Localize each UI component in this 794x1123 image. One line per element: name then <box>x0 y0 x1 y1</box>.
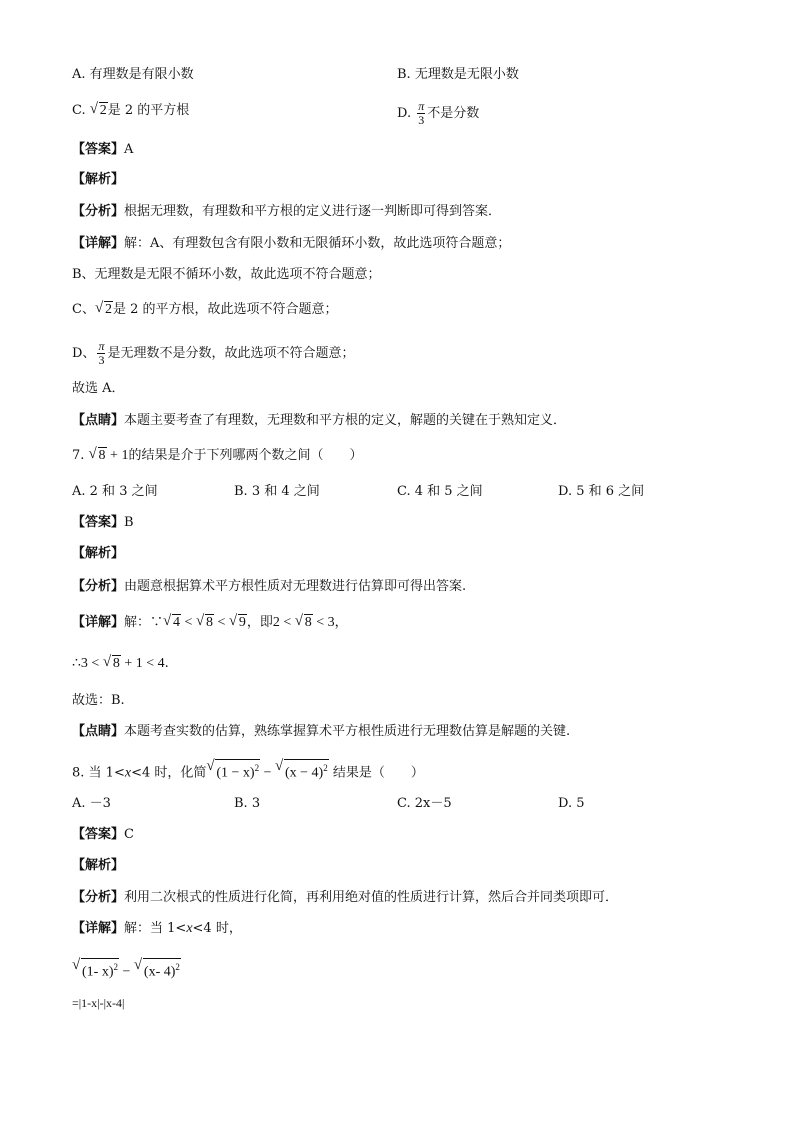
stem-post: 结果是（ ） <box>328 765 424 781</box>
number: 2 <box>272 615 280 630</box>
line-prefix: D、 <box>72 346 96 361</box>
q6-xiangjie-4 <box>72 340 354 367</box>
less-than: < <box>279 615 295 630</box>
sqrt-expression <box>275 759 329 783</box>
fenxi-tag: 【分析】 <box>72 890 125 905</box>
q7-xiangjie-2 <box>72 655 169 673</box>
q8-xiangjie-1 <box>72 920 242 938</box>
therefore-symbol: ∴ <box>72 656 81 671</box>
question-number: 7. <box>72 448 89 463</box>
sqrt-expression <box>95 301 113 319</box>
q6-option-b: B. 无理数是无限小数 <box>397 67 519 82</box>
sqrt-expression <box>206 759 260 783</box>
q7-option-b: B. 3 和 4 之间 <box>234 484 320 499</box>
radicand-text: (1 − x) <box>216 765 255 781</box>
xiangjie-text: 解：∵ <box>124 615 164 630</box>
ji-text: ，即 <box>246 615 273 630</box>
radicand: 8 <box>98 448 106 463</box>
fenxi-text: 由题意根据算术平方根性质对无理数进行估算即可得出答案. <box>124 579 467 594</box>
fraction <box>97 340 105 367</box>
exponent: 2 <box>113 962 118 972</box>
answer-tag: 【答案】 <box>72 515 125 530</box>
q6-guxuan: 故选 A． <box>72 381 125 396</box>
variable-x: x <box>186 921 193 936</box>
less-than: < <box>312 615 328 630</box>
dianjing-text: 本题考查实数的估算，熟练掌握算术平方根性质进行无理数估算是解题的关键. <box>124 724 571 739</box>
q7-answer <box>72 514 134 532</box>
jiexi-tag: 【解析】 <box>72 172 125 187</box>
radicand: 8 <box>112 656 120 671</box>
q8-fenxi <box>72 889 618 907</box>
answer-tag: 【答案】 <box>72 142 125 157</box>
q7-option-c: C. 4 和 5 之间 <box>397 484 483 499</box>
q7-jiexi <box>72 545 124 563</box>
q7-guxuan: 故选：B. <box>72 693 125 708</box>
line-text: 是 2 的平方根，故此选项不符合题意； <box>112 302 338 317</box>
sqrt-expression <box>103 655 121 673</box>
q6-option-d <box>397 100 479 127</box>
sqrt-expression <box>134 958 181 982</box>
stem-text: 的结果是介于下列哪两个数之间（ ） <box>128 448 363 463</box>
answer-tag: 【答案】 <box>72 827 125 842</box>
xiangjie-tag: 【详解】 <box>72 921 125 936</box>
number: 3 <box>327 615 335 630</box>
less-than: < <box>213 615 229 630</box>
sqrt-expression <box>196 614 214 632</box>
line-text: 是无理数不是分数，故此选项不符合题意； <box>107 346 355 361</box>
number: 4 <box>157 656 165 671</box>
radicand: 2 <box>99 103 107 118</box>
option-text: 是 2 的平方根 <box>107 103 190 118</box>
sqrt-expression <box>89 447 107 465</box>
q6-option-a: A. 有理数是有限小数 <box>72 67 194 82</box>
denominator: 3 <box>98 353 105 367</box>
q7-stem <box>72 447 362 465</box>
less-than: < <box>181 615 196 630</box>
radicand <box>215 759 260 782</box>
q8-option-b: B. 3 <box>234 796 261 811</box>
xiangjie-tag: 【详解】 <box>72 236 125 251</box>
variable-x: x <box>124 765 132 781</box>
number: 3 <box>80 656 88 671</box>
q6-fenxi <box>72 203 501 221</box>
numerator: π <box>98 339 105 353</box>
less-than: < <box>142 656 158 671</box>
sqrt-expression <box>229 614 247 632</box>
q7-fenxi <box>72 578 466 596</box>
sqrt-expression <box>295 614 313 632</box>
dianjing-text: 本题主要考查了有理数，无理数和平方根的定义，解题的关键在于熟知定义． <box>124 413 567 428</box>
sqrt-expression <box>90 102 108 120</box>
option-prefix: C. <box>72 103 90 118</box>
less-than: < <box>87 656 103 671</box>
denominator: 3 <box>418 113 425 127</box>
numerator: π <box>418 99 425 113</box>
q8-option-a: A. －3 <box>72 796 111 811</box>
q6-answer <box>72 141 133 159</box>
option-text: 不是分数 <box>427 106 480 121</box>
exponent: 2 <box>254 763 260 773</box>
answer-value: B <box>124 515 134 530</box>
dianjing-tag: 【点睛】 <box>72 724 125 739</box>
sqrt-expression <box>72 958 119 982</box>
q7-xiangjie-1 <box>72 614 348 632</box>
radicand <box>81 958 119 981</box>
q8-option-c: C. 2x－5 <box>397 796 452 811</box>
q8-expression <box>72 958 181 982</box>
jiexi-tag: 【解析】 <box>72 858 125 873</box>
exponent: 2 <box>323 763 328 773</box>
q7-option-d: D. 5 和 6 之间 <box>558 484 645 499</box>
q6-xiangjie-1 <box>72 235 510 253</box>
q7-option-a: A. 2 和 3 之间 <box>72 484 158 499</box>
minus: − <box>260 765 275 781</box>
radicand: 4 <box>173 615 181 630</box>
fenxi-tag: 【分析】 <box>72 579 125 594</box>
option-prefix: D. <box>397 106 416 121</box>
q7-dianjing <box>72 723 570 741</box>
radicand <box>143 958 181 981</box>
xiangjie-tag: 【详解】 <box>72 615 125 630</box>
dianjing-tag: 【点睛】 <box>72 413 125 428</box>
stem-mid: <4 时，化简 <box>131 765 207 781</box>
q6-dianjing <box>72 412 566 430</box>
stem-prefix: 8. 当 1< <box>72 765 125 781</box>
minus: − <box>119 964 134 980</box>
q8-jiexi <box>72 857 124 875</box>
radicand: 2 <box>104 302 112 317</box>
line-prefix: C、 <box>72 302 95 317</box>
fenxi-tag: 【分析】 <box>72 204 125 219</box>
answer-value: C <box>124 827 134 842</box>
radicand: 8 <box>304 615 312 630</box>
q8-answer <box>72 826 134 844</box>
q8-result: =|1-x|-|x-4| <box>72 996 125 1010</box>
xiangjie-text: 解：A、有理数包含有限小数和无限循环小数，故此选项符合题意； <box>124 236 511 251</box>
q6-jiexi <box>72 171 124 189</box>
sqrt-expression <box>163 614 181 632</box>
comma: ， <box>334 615 348 630</box>
radicand: 8 <box>205 615 213 630</box>
period: . <box>164 656 169 671</box>
radicand-text: (x − 4) <box>285 765 324 781</box>
xiangjie-text-end: <4 时， <box>192 921 242 936</box>
radicand <box>284 759 329 782</box>
xiangjie-text: 解：当 1< <box>124 921 187 936</box>
fraction <box>417 100 425 127</box>
q8-option-d: D. 5 <box>558 796 585 811</box>
jiexi-tag: 【解析】 <box>72 546 125 561</box>
plus-one: + 1 <box>120 656 143 671</box>
fenxi-text: 根据无理数，有理数和平方根的定义进行逐一判断即可得到答案． <box>124 204 502 219</box>
exponent: 2 <box>175 962 180 972</box>
q8-stem <box>72 759 424 783</box>
plus-one: + 1 <box>106 448 129 463</box>
q6-option-c <box>72 102 189 120</box>
q6-xiangjie-3 <box>72 301 338 319</box>
radicand-text: (1- x) <box>82 964 114 980</box>
fenxi-text: 利用二次根式的性质进行化简，再利用绝对值的性质进行计算，然后合并同类项即可． <box>124 890 619 905</box>
radicand-text: (x- 4) <box>143 964 176 980</box>
answer-value: A <box>124 142 134 157</box>
radicand: 9 <box>238 615 246 630</box>
q6-xiangjie-2: B、无理数是无限不循环小数，故此选项不符合题意； <box>72 267 381 282</box>
